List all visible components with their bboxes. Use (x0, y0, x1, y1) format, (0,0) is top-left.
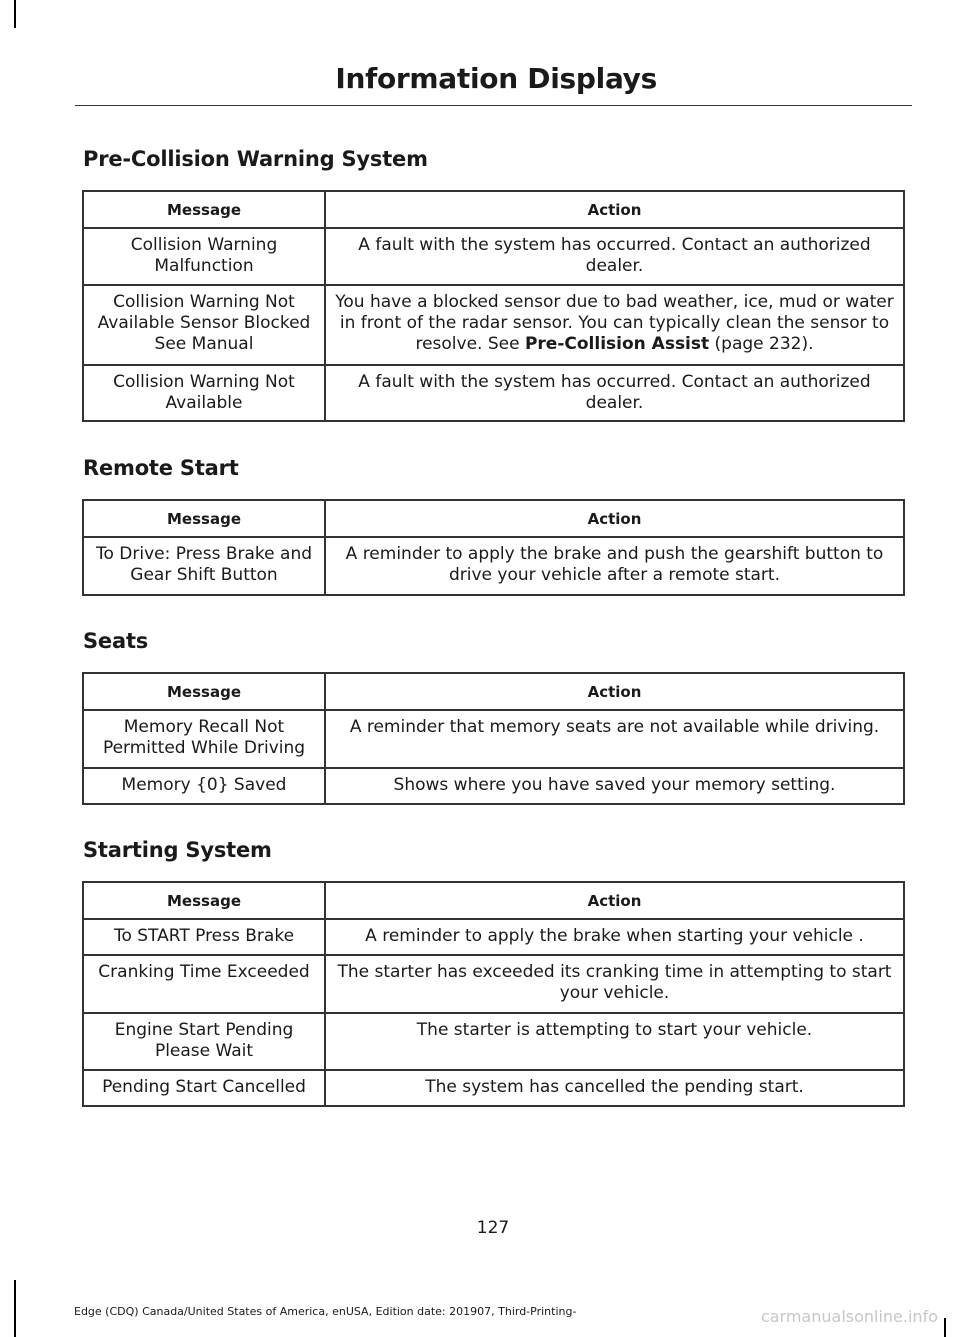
action-cell: A reminder to apply the brake when starting your vehicle . (325, 919, 904, 955)
column-header-message: Message (83, 673, 325, 710)
message-cell: Pending Start Cancelled (83, 1070, 325, 1106)
table-row (83, 1013, 904, 1070)
message-cell: Memory Recall Not Permitted While Driving (83, 710, 325, 768)
action-cell: A fault with the system has occurred. Contact an authorized dealer. (325, 228, 904, 285)
action-cell: A reminder that memory seats are not available while driving. (325, 710, 904, 768)
section-title-seats: Seats (83, 629, 149, 653)
table-row (83, 285, 904, 365)
message-cell: Engine Start Pending Please Wait (83, 1013, 325, 1070)
table-row (83, 537, 904, 595)
message-cell: Cranking Time Exceeded (83, 955, 325, 1013)
crop-mark (944, 1318, 946, 1337)
remote-start-table (82, 499, 905, 596)
column-header-message: Message (83, 500, 325, 537)
section-title-remote-start: Remote Start (83, 456, 239, 480)
header-divider (75, 105, 912, 106)
watermark: carmanualsonline.info (760, 1307, 938, 1326)
section-title-starting-system: Starting System (83, 838, 272, 862)
message-cell: Collision Warning Malfunction (83, 228, 325, 285)
pre-collision-table (82, 190, 905, 422)
page-number: 127 (476, 1218, 510, 1238)
column-header-message: Message (83, 191, 325, 228)
table-row (83, 710, 904, 768)
action-cell: The starter is attempting to start your vehicle. (325, 1013, 904, 1070)
table-row (83, 919, 904, 955)
message-cell: Memory {0} Saved (83, 768, 325, 804)
column-header-action: Action (325, 882, 904, 919)
section-title-pre-collision: Pre-Collision Warning System (83, 147, 428, 171)
action-cell: The starter has exceeded its cranking time in attempting to start your vehicle. (325, 955, 904, 1013)
table-row (83, 365, 904, 421)
action-cell: Shows where you have saved your memory setting. (325, 768, 904, 804)
crop-mark (14, 0, 16, 28)
crop-mark (14, 1280, 16, 1337)
page-header-title: Information Displays (335, 62, 657, 95)
seats-table (82, 672, 905, 805)
column-header-action: Action (325, 673, 904, 710)
message-cell: Collision Warning Not Available Sensor Blocked See Manual (83, 285, 325, 365)
action-cell: A reminder to apply the brake and push the gearshift button to drive your vehicle after a remote start. (325, 537, 904, 595)
column-header-action: Action (325, 191, 904, 228)
table-row (83, 955, 904, 1013)
message-cell: Collision Warning Not Available (83, 365, 325, 421)
edition-footer: Edge (CDQ) Canada/United States of America, enUSA, Edition date: 201907, Third-Printing- (74, 1305, 577, 1318)
page-reference: (page 232). (709, 334, 814, 354)
table-row (83, 768, 904, 804)
action-cell: A fault with the system has occurred. Contact an authorized dealer. (325, 365, 904, 421)
column-header-action: Action (325, 500, 904, 537)
message-cell: To START Press Brake (83, 919, 325, 955)
column-header-message: Message (83, 882, 325, 919)
cross-reference-link[interactable]: Pre-Collision Assist (524, 334, 710, 354)
message-cell: To Drive: Press Brake and Gear Shift Button (83, 537, 325, 595)
table-row (83, 1070, 904, 1106)
action-cell (325, 285, 904, 365)
action-text: You have a blocked sensor due to bad weather, ice, mud or water in front of the radar sensor. You can typically clean the sensor to resolve. See (335, 292, 894, 354)
action-cell: The system has cancelled the pending start. (325, 1070, 904, 1106)
starting-system-table (82, 881, 905, 1107)
table-row (83, 228, 904, 285)
